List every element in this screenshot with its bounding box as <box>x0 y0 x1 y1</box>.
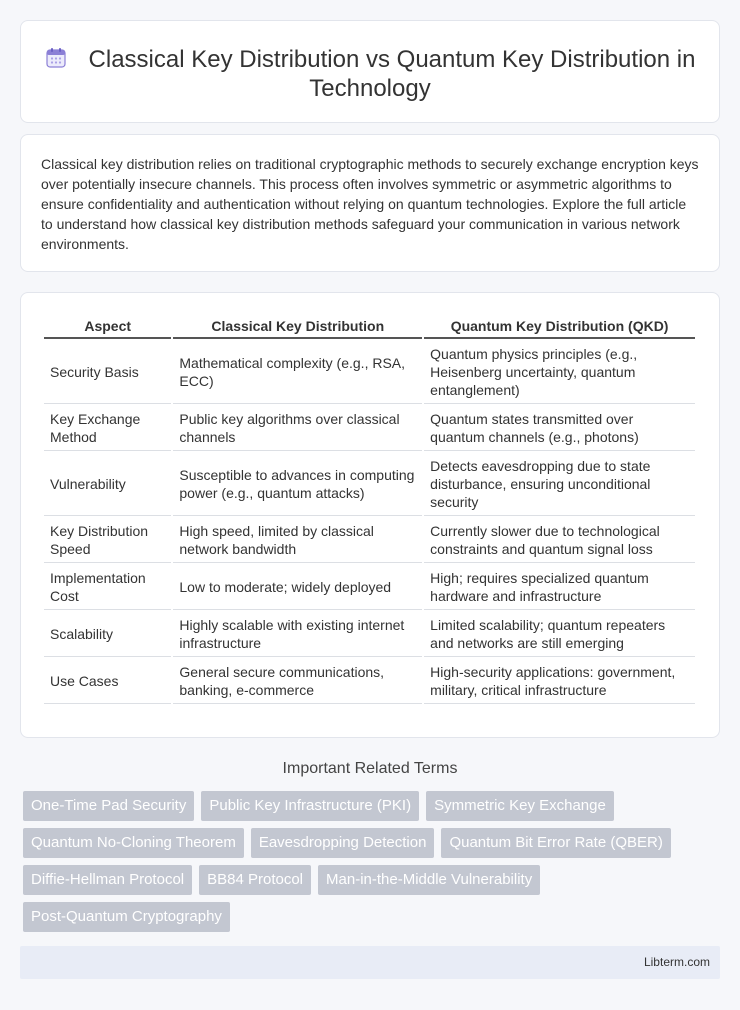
table-cell: Use Cases <box>44 657 171 704</box>
table-row <box>44 339 695 404</box>
related-term-tag[interactable]: Quantum No-Cloning Theorem <box>23 828 244 858</box>
table-cell: Public key algorithms over classical channels <box>173 404 422 451</box>
related-term-tag[interactable]: Eavesdropping Detection <box>251 828 435 858</box>
table-cell: Key Exchange Method <box>44 404 171 451</box>
table-cell: Susceptible to advances in computing power (e.g., quantum attacks) <box>173 451 422 516</box>
related-terms-heading: Important Related Terms <box>282 760 458 777</box>
table-cell: High-security applications: government, military, critical infrastructure <box>424 657 695 704</box>
related-term-tag[interactable]: One-Time Pad Security <box>23 791 194 821</box>
table-cell: High speed, limited by classical network bandwidth <box>173 516 422 563</box>
related-term-tag[interactable]: Public Key Infrastructure (PKI) <box>201 791 419 821</box>
intro-paragraph: Classical key distribution relies on traditional cryptographic methods to securely exchange encryption keys over potentially insecure channels. This process often involves symmetric or asymmetric algorithms to ensure confidentiality and authentication without relying on quantum technologies. Explore the full article to understand how classical key distribution methods safeguard your communication in various network environments. <box>41 156 699 252</box>
table-row <box>44 563 695 610</box>
comparison-card <box>20 292 720 738</box>
table-cell: Quantum states transmitted over quantum channels (e.g., photons) <box>424 404 695 451</box>
related-term-tag[interactable]: Symmetric Key Exchange <box>426 791 614 821</box>
page-title <box>21 45 719 103</box>
footer <box>20 946 720 979</box>
table-row <box>44 451 695 516</box>
calendar-icon <box>45 47 67 69</box>
column-header-quantum: Quantum Key Distribution (QKD) <box>424 313 695 339</box>
page-title-text: Classical Key Distribution vs Quantum Key Distribution in Technology <box>88 46 696 102</box>
related-term-tag[interactable]: Post-Quantum Cryptography <box>23 902 230 932</box>
table-cell: Highly scalable with existing internet infrastructure <box>173 610 422 657</box>
table-cell: Scalability <box>44 610 171 657</box>
column-header-aspect: Aspect <box>44 313 171 339</box>
title-card <box>20 20 720 123</box>
table-cell: General secure communications, banking, e-commerce <box>173 657 422 704</box>
table-row <box>44 404 695 451</box>
column-header-classical: Classical Key Distribution <box>173 313 422 339</box>
table-cell: Key Distribution Speed <box>44 516 171 563</box>
related-term-tag[interactable]: Diffie-Hellman Protocol <box>23 865 192 895</box>
table-cell: Implementation Cost <box>44 563 171 610</box>
table-row <box>44 516 695 563</box>
table-row <box>44 657 695 704</box>
table-cell: Quantum physics principles (e.g., Heisenberg uncertainty, quantum entanglement) <box>424 339 695 404</box>
table-cell: Vulnerability <box>44 451 171 516</box>
related-terms-list <box>23 791 723 939</box>
comparison-table <box>42 313 697 704</box>
table-cell: Mathematical complexity (e.g., RSA, ECC) <box>173 339 422 404</box>
table-cell: Detects eavesdropping due to state disturbance, ensuring unconditional security <box>424 451 695 516</box>
footer-site-link[interactable]: Libterm.com <box>643 955 710 969</box>
table-header-row <box>44 313 695 339</box>
table-cell: High; requires specialized quantum hardware and infrastructure <box>424 563 695 610</box>
table-cell: Security Basis <box>44 339 171 404</box>
table-cell: Currently slower due to technological constraints and quantum signal loss <box>424 516 695 563</box>
table-row <box>44 610 695 657</box>
intro-card <box>20 134 720 272</box>
related-term-tag[interactable]: Quantum Bit Error Rate (QBER) <box>441 828 670 858</box>
related-term-tag[interactable]: BB84 Protocol <box>199 865 311 895</box>
table-cell: Low to moderate; widely deployed <box>173 563 422 610</box>
related-term-tag[interactable]: Man-in-the-Middle Vulnerability <box>318 865 540 895</box>
table-cell: Limited scalability; quantum repeaters and networks are still emerging <box>424 610 695 657</box>
